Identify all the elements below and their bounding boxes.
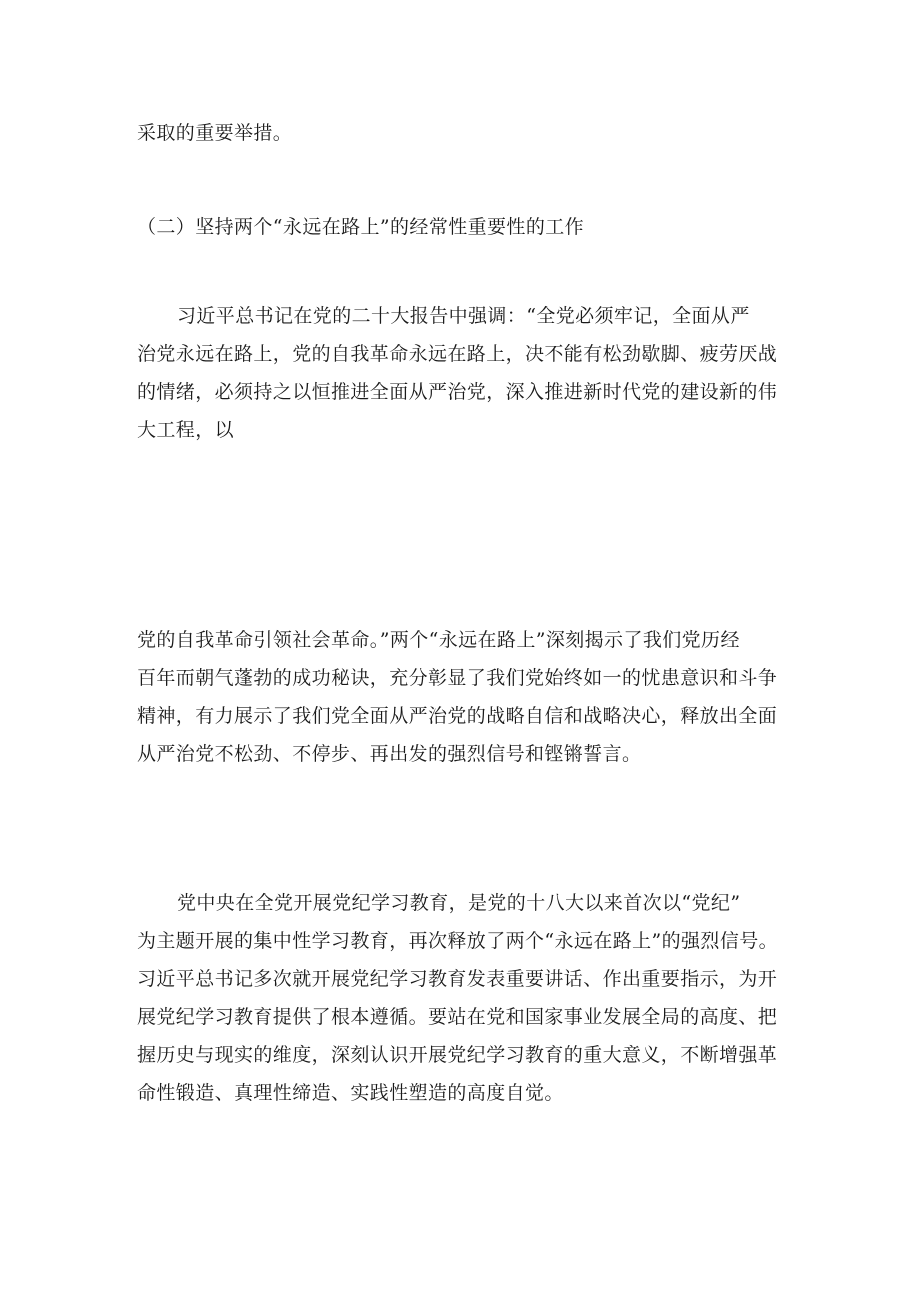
paragraph-line: 命性锻造、真理性缔造、实践性塑造的高度自觉。	[137, 1082, 564, 1104]
paragraph-line: 百年而朝气蓬勃的成功秘诀，充分彰显了我们党始终如一的忧患意识和斗争	[137, 667, 778, 689]
paragraph-line: 从严治党不松劲、不停步、再出发的强烈信号和铿锵誓言。	[137, 743, 642, 765]
intro-tail-text: 采取的重要举措。	[137, 122, 293, 144]
paragraph-line: 的情绪，必须持之以恒推进全面从严治党，深入推进新时代党的建设新的伟	[137, 381, 778, 403]
paragraph-line: 习近平总书记在党的二十大报告中强调：“全党必须牢记，全面从严	[177, 305, 750, 327]
paragraph-line: 精神，有力展示了我们党全面从严治党的战略自信和战略决心，释放出全面	[137, 705, 778, 727]
paragraph-line: 党的自我革命引领社会革命。”两个“永远在路上”深刻揭示了我们党历经	[137, 629, 740, 651]
section-heading: （二）坚持两个“永远在路上”的经常性重要性的工作	[137, 216, 585, 238]
paragraph-line: 大工程，以	[137, 419, 235, 441]
paragraph-line: 治党永远在路上，党的自我革命永远在路上，决不能有松劲歇脚、疲劳厌战	[137, 343, 778, 365]
paragraph-line: 展党纪学习教育提供了根本遵循。要站在党和国家事业发展全局的高度、把	[137, 1006, 778, 1028]
paragraph-line: 握历史与现实的维度，深刻认识开展党纪学习教育的重大意义，不断增强革	[137, 1044, 778, 1066]
paragraph-line: 为主题开展的集中性学习教育，再次释放了两个“永远在路上”的强烈信号。	[137, 930, 779, 952]
paragraph-line: 习近平总书记多次就开展党纪学习教育发表重要讲话、作出重要指示，为开	[137, 968, 778, 990]
paragraph-line: 党中央在全党开展党纪学习教育，是党的十八大以来首次以“党纪”	[177, 892, 741, 914]
